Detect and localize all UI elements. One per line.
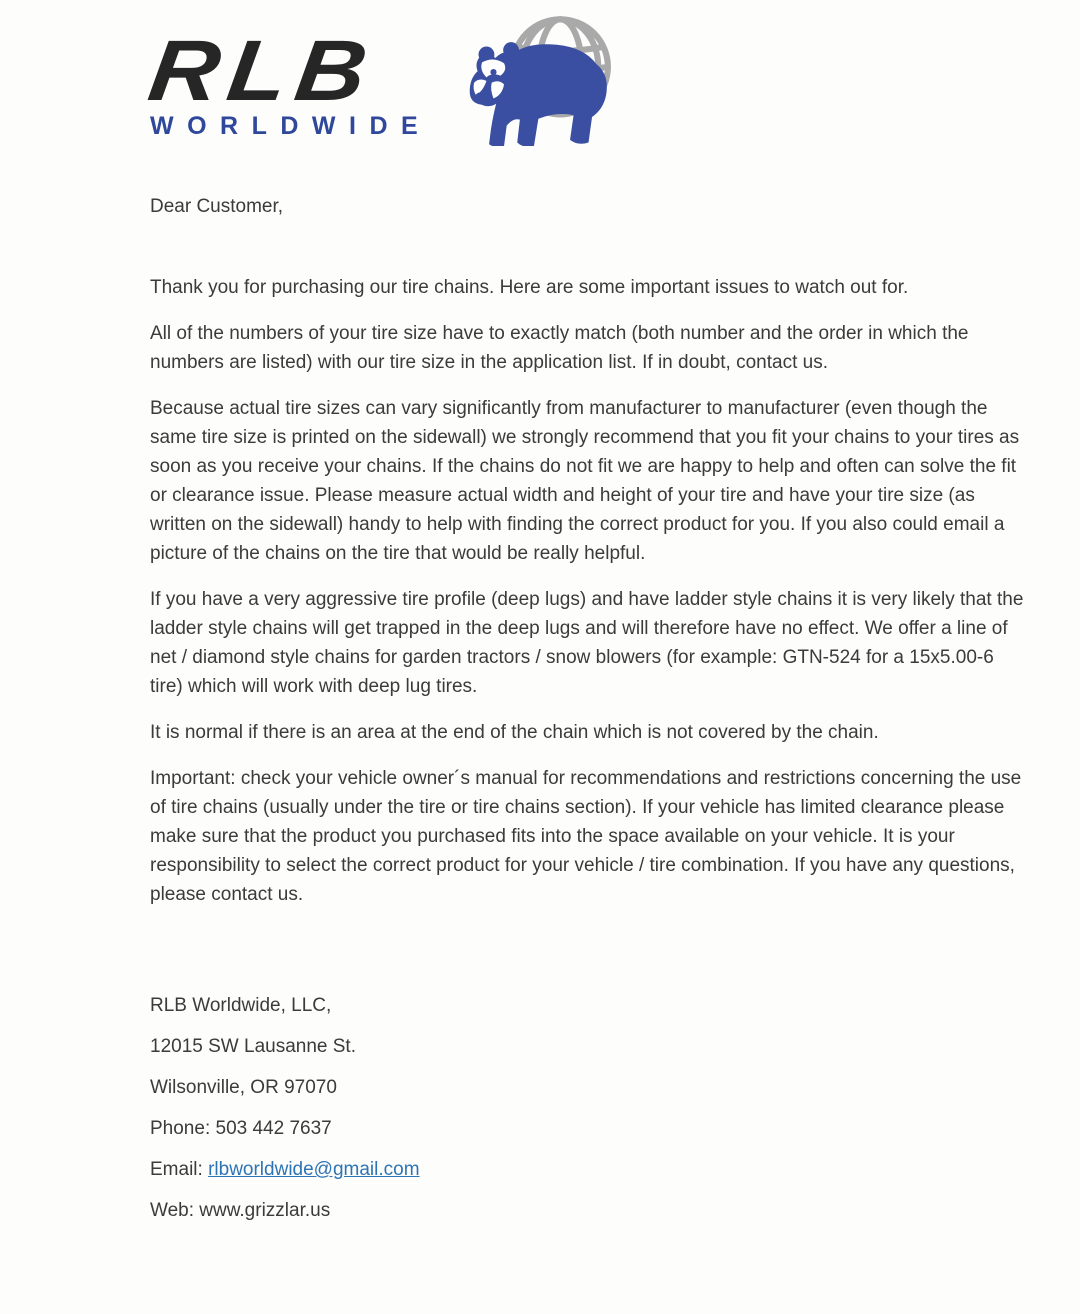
letter-paragraph: Important: check your vehicle owner´s manual for recommendations and restrictions concerning the use of tire chains (usually under the tire or tire chains section). If your vehicle has limited clearance please make sure that the product you purchased fits into the space available on your vehicle. It is your responsibility to select the correct product for your vehicle / tire combination. If you have any questions, please contact us. <box>150 768 1022 905</box>
letter-paragraph: Thank you for purchasing our tire chains. Here are some important issues to watch out for. <box>150 277 909 298</box>
letter-paragraph: Because actual tire sizes can vary significantly from manufacturer to manufacturer (even though the same tire size is printed on the sidewall) we strongly recommend that you fit your chains to your tires as soon as you receive your chains. If the chains do not fit we are happy to help and often can solve the fit or clearance issue. Please measure actual width and height of your tire and have your tire size (as written on the sidewall) handy to help with finding the correct product for you. If you also could email a picture of the chains on the tire that would be really helpful. <box>150 398 1020 564</box>
address-street: 12015 SW Lausanne St. <box>150 1036 356 1057</box>
contact-block <box>150 979 1025 1225</box>
email-line <box>150 1143 1025 1184</box>
letter-paragraph: All of the numbers of your tire size have to exactly match (both number and the order in which the numbers are listed) with our tire size in the application list. If in doubt, contact us. <box>150 323 969 373</box>
letter-paragraph: It is normal if there is an area at the end of the chain which is not covered by the chain. <box>150 722 879 743</box>
brand-name-text: RLB <box>143 23 382 119</box>
letter-body <box>150 192 1025 1225</box>
address-city: Wilsonville, OR 97070 <box>150 1077 337 1098</box>
salutation: Dear Customer, <box>150 196 284 217</box>
email-link[interactable]: rlbworldwide@gmail.com <box>208 1159 420 1180</box>
web-label: Web: <box>150 1200 200 1221</box>
web-line <box>150 1184 1025 1225</box>
brand-subtitle-text: WORLDWIDE <box>150 112 432 140</box>
web-address: www.grizzlar.us <box>199 1200 331 1221</box>
company-logo <box>143 14 1025 146</box>
letter-paragraph: If you have a very aggressive tire profile (deep lugs) and have ladder style chains it is very likely that the ladder style chains will get trapped in the deep lugs and will therefore have no effect. We offer a line of net / diamond style chains for garden tractors / snow blowers (for example: GTN-524 for a 15x5.00-6 tire) which will work with deep lug tires. <box>150 589 1024 697</box>
email-label: Email: <box>150 1159 209 1180</box>
company-name: RLB Worldwide, LLC, <box>150 995 332 1016</box>
phone-line: Phone: 503 442 7637 <box>150 1118 332 1139</box>
logo-wordmark <box>143 23 450 141</box>
